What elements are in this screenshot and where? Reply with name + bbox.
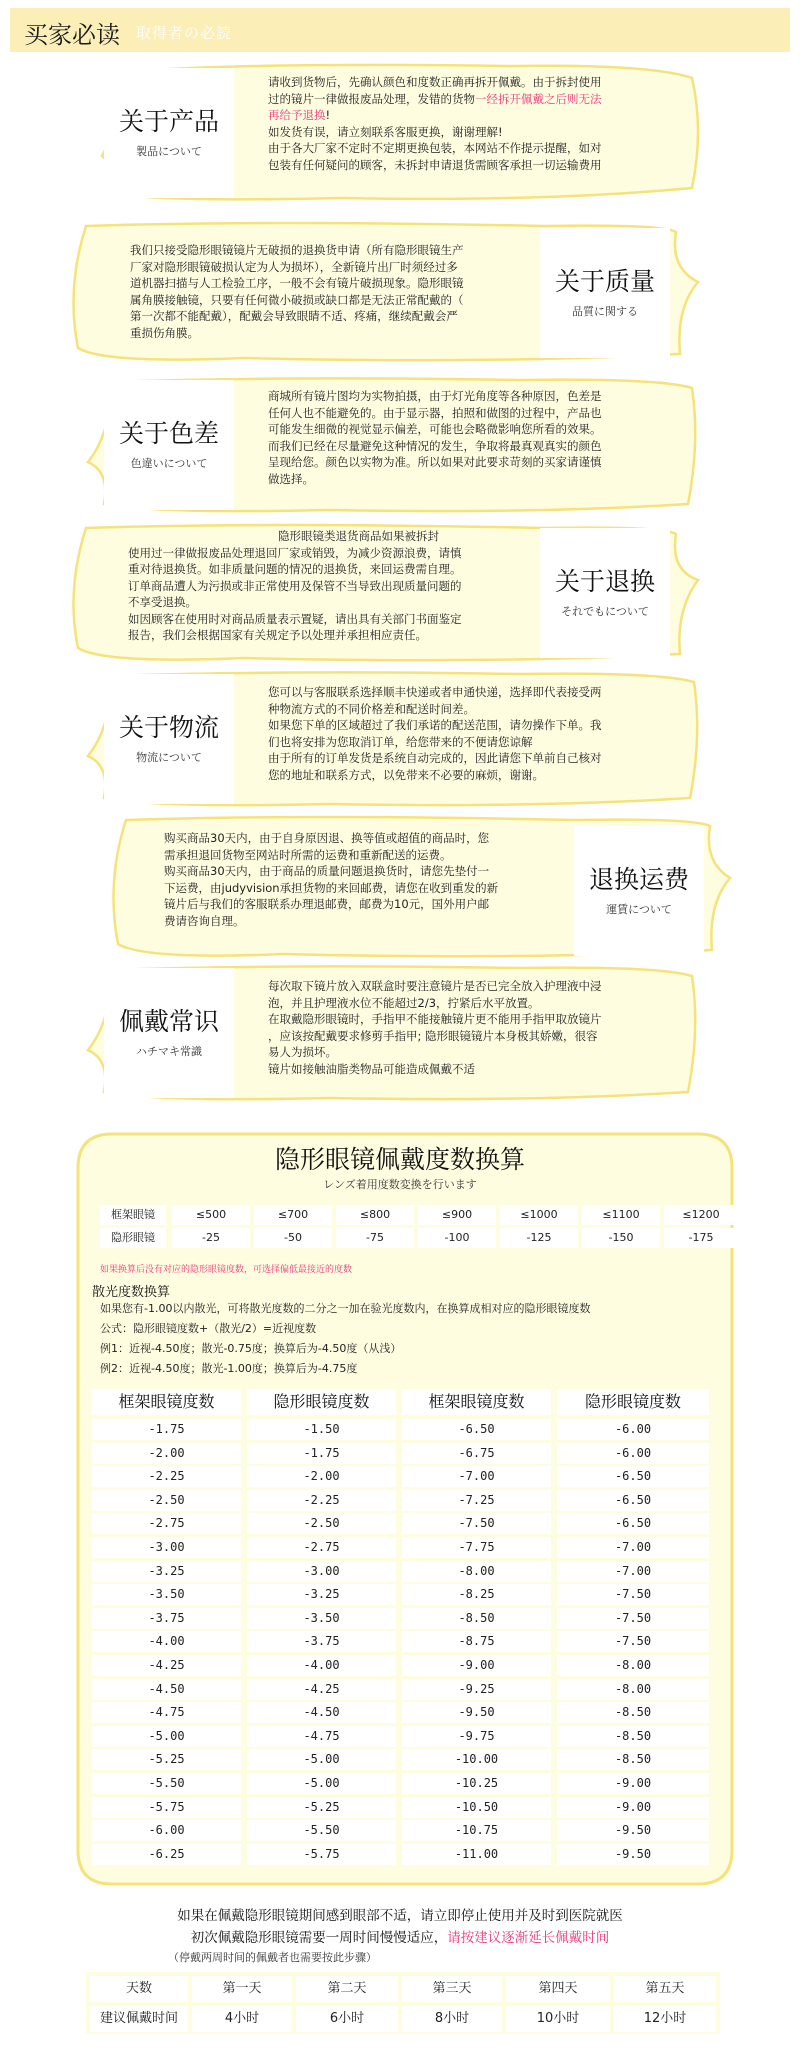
table-cell: -7.00 [402, 1466, 551, 1487]
header-bar [10, 8, 790, 52]
table-cell: -8.25 [402, 1584, 551, 1605]
table-cell: -10.50 [402, 1797, 551, 1818]
section-quality [64, 218, 710, 366]
table-cell: ≤1100 [582, 1205, 660, 1225]
table-cell: -4.50 [92, 1679, 241, 1700]
text-line: 们也将安排为您取消订单，给您带来的不便请您谅解 [268, 734, 533, 749]
section-label [574, 826, 704, 956]
section-text [268, 978, 688, 1077]
table-cell: -4.25 [247, 1679, 396, 1700]
table-cell: -4.75 [92, 1702, 241, 1723]
section-subheading: ハチマキ常識 [136, 1045, 202, 1058]
text-line: 道机器扫描与人工检验工序，一般不会有镜片破损现象。隐形眼镜 [130, 276, 464, 290]
text-line: 每次取下镜片放入双联盒时要注意镜片是否已完全放入护理液中浸 [268, 979, 602, 993]
table-cell: -7.50 [557, 1584, 709, 1605]
section-label [104, 380, 234, 510]
table-cell: -8.50 [402, 1608, 551, 1629]
text-line: 隐形眼镜类退货商品如果被拆封 [278, 529, 439, 543]
table-cell: -3.50 [92, 1584, 241, 1605]
astigmatism-example: 例2：近视-4.50度；散光-1.00度；换算后为-4.75度 [100, 1362, 358, 1375]
table-cell: -2.00 [247, 1466, 396, 1487]
table-cell: 12小时 [614, 2006, 716, 2032]
page-subtitle: 取得者の必読 [136, 24, 233, 42]
footer-advice [0, 1926, 800, 1946]
table-cell: ≤500 [172, 1205, 250, 1225]
conversion-note: 如果换算后没有对应的隐形眼镜度数，可选择偏低最接近的度数 [100, 1265, 353, 1275]
text-line: 易人为损坏。 [268, 1045, 337, 1059]
text-line: ，应该按配戴要求修剪手指甲; 隐形眼镜镜片本身极其娇嫩，很容 [268, 1028, 598, 1043]
column-header: 第三天 [402, 1976, 502, 2002]
table-cell: -7.75 [402, 1537, 551, 1558]
text-line: 下运费，由judyvision承担货物的来回邮费，请您在收到重发的新 [164, 880, 499, 895]
section-return [64, 520, 710, 666]
table-cell: -8.00 [402, 1561, 551, 1582]
text-line: 不享受退换。 [128, 595, 197, 609]
text-line: 购买商品30天内，由于商品的质量问题退换货时，请您先垫付一 [164, 864, 490, 878]
text-line: 我们只接受隐形眼镜镜片无破损的退换货申请（所有隐形眼镜生产 [130, 243, 464, 257]
table-cell: -11.00 [402, 1844, 551, 1865]
section-heading: 关于退换 [554, 567, 655, 596]
table-cell: -2.25 [247, 1490, 396, 1511]
text-line: 在取戴隐形眼镜时，手指甲不能接触镜片更不能用手指甲取放镜片 [268, 1012, 602, 1026]
table-cell: -7.50 [557, 1608, 709, 1629]
table-cell: -7.50 [557, 1631, 709, 1652]
column-header: 第一天 [192, 1976, 292, 2002]
table-cell: -8.50 [557, 1749, 709, 1770]
section-heading: 佩戴常识 [118, 1007, 219, 1036]
table-cell: -3.00 [247, 1561, 396, 1582]
table-cell: -2.50 [92, 1490, 241, 1511]
section-subheading: 物流について [136, 751, 202, 764]
table-cell: -8.50 [557, 1702, 709, 1723]
table-cell: ≤800 [336, 1205, 414, 1225]
text-line: 费请咨询自理。 [164, 913, 245, 928]
text-line: 如因顾客在使用时对商品质量表示置疑，请出具有关部门书面鉴定 [128, 611, 462, 626]
table-cell: -6.00 [557, 1419, 709, 1440]
footer-advice-text: 初次佩戴隐形眼镜需要一周时间慢慢适应， [190, 1930, 448, 1946]
row-label: 隐形眼镜 [100, 1228, 166, 1248]
table-cell: -125 [500, 1228, 578, 1248]
section-text [268, 388, 688, 487]
text-line: 您的地址和联系方式，以免带来不必要的麻烦，谢谢。 [268, 767, 544, 782]
table-cell: -2.00 [92, 1443, 241, 1464]
text-line: 可能发生细微的视觉显示偏差，可能也会略微影响您所看的效果。 [268, 422, 602, 436]
column-header: 第四天 [506, 1976, 610, 2002]
section-heading: 关于产品 [118, 107, 219, 136]
table-cell: -4.75 [247, 1726, 396, 1747]
section-subheading: 運賃について [606, 903, 672, 916]
table-cell: -4.00 [92, 1631, 241, 1652]
text-line: 购买商品30天内，由于自身原因退、换等值或超值的商品时，您 [164, 831, 490, 845]
astigmatism-formula: 公式：隐形眼镜度数+（散光/2）=近视度数 [100, 1322, 317, 1335]
footer-warning: 如果在佩戴隐形眼镜期间感到眼部不适，请立即停止使用并及时到医院就医 [177, 1908, 623, 1924]
table-cell: -1.50 [247, 1419, 396, 1440]
astigmatism-text: 如果您有-1.00以内散光，可将散光度数的二分之一加在验光度数内，在换算成相对应的隐形眼镜度数 [100, 1302, 591, 1315]
table-cell: -6.75 [402, 1443, 551, 1464]
table-cell: -4.00 [247, 1655, 396, 1676]
column-header: 框架眼镜度数 [402, 1389, 551, 1415]
table-cell: -6.00 [557, 1443, 709, 1464]
table-cell: -5.75 [92, 1797, 241, 1818]
table-cell: -3.25 [92, 1561, 241, 1582]
footer-advice-highlight: 请按建议逐渐延长佩戴时间 [447, 1930, 610, 1946]
text-line: 泡，并且护理液水位不能超过2/3，拧紧后水平放置。 [268, 995, 540, 1010]
highlight-text: 再给予退换 [268, 108, 326, 122]
section-subheading: 品質に関する [572, 305, 638, 318]
wearing-schedule-table [86, 1972, 720, 2034]
table-cell: -2.50 [247, 1513, 396, 1534]
table-cell: -6.00 [92, 1820, 241, 1841]
section-subheading: 製品について [136, 145, 202, 158]
table-cell: -10.25 [402, 1773, 551, 1794]
column-header: 隐形眼镜度数 [557, 1389, 709, 1415]
section-wearing-tips [80, 960, 706, 1106]
table-cell: 6小时 [296, 2006, 398, 2032]
text-line: 订单商品遭人为污损或非正常使用及保管不当导致出现质量问题的 [128, 578, 462, 593]
text-line [268, 91, 688, 108]
text-line: 重对待退换货。如非质量问题的情况的退换货，来回运费需自理。 [128, 562, 462, 576]
section-text [268, 684, 688, 783]
text-line: 您可以与客服联系选择顺丰快递或者申通快递，选择即代表接受两 [268, 685, 602, 699]
table-cell: ≤1000 [500, 1205, 578, 1225]
section-label [104, 68, 234, 198]
table-cell: 10小时 [506, 2006, 610, 2032]
column-header: 第五天 [614, 1976, 716, 2002]
table-cell: -10.75 [402, 1820, 551, 1841]
table-cell: -9.50 [557, 1820, 709, 1841]
footer-note: （停戴两周时间的佩戴者也需要按此步骤） [168, 1951, 377, 1964]
conversion-subtitle: レンズ着用度数変換を行います [323, 1178, 477, 1191]
table-cell: -6.50 [557, 1466, 709, 1487]
text-line: 做选择。 [268, 471, 314, 486]
table-cell: -8.00 [557, 1679, 709, 1700]
text-line: 属角膜接触镜，只要有任何微小破损或缺口都是无法正常配戴的（ [130, 292, 464, 307]
text-line: 呈现给您。颜色以实物为准。所以如果对此要求苛刻的买家请谨慎 [268, 455, 602, 469]
text-line: 请收到货物后，先确认颜色和度数正确再拆开佩戴。由于拆封使用 [268, 75, 602, 89]
text-line: 任何人也不能避免的。由于显示器，拍照和做图的过程中，产品也 [268, 405, 602, 420]
table-cell: -9.00 [402, 1655, 551, 1676]
astigmatism-title: 散光度数换算 [92, 1285, 171, 1300]
section-logistics [80, 666, 708, 812]
table-cell: -7.00 [557, 1537, 709, 1558]
section-heading: 关于物流 [118, 713, 219, 742]
table-cell: -75 [336, 1228, 414, 1248]
section-heading: 退换运费 [588, 865, 689, 894]
table-cell: -1.75 [92, 1419, 241, 1440]
section-label [540, 528, 670, 658]
table-cell: -150 [582, 1228, 660, 1248]
text-line: 报告，我们会根据国家有关规定予以处理并承担相应责任。 [128, 628, 427, 642]
section-subheading: 色違いについて [130, 457, 208, 470]
text-line: 镜片如接触油脂类物品可能造成佩戴不适 [268, 1061, 475, 1076]
table-cell: -9.00 [557, 1797, 709, 1818]
table-cell: 4小时 [192, 2006, 292, 2032]
column-header: 框架眼镜度数 [92, 1389, 241, 1415]
text-line: 商城所有镜片图均为实物拍摄，由于灯光角度等各种原因，色差是 [268, 389, 602, 403]
table-cell: -2.25 [92, 1466, 241, 1487]
section-text [164, 830, 574, 929]
table-cell: -1.75 [247, 1443, 396, 1464]
table-cell: -5.25 [247, 1797, 396, 1818]
table-cell: -4.50 [247, 1702, 396, 1723]
text-line: 重损伤角膜。 [130, 325, 199, 340]
highlight-text: 一经拆开佩戴之后则无法 [475, 91, 602, 106]
column-header: 隐形眼镜度数 [247, 1389, 396, 1415]
table-cell: -6.25 [92, 1844, 241, 1865]
section-text [268, 74, 688, 173]
section-subheading: それでもについて [561, 605, 649, 618]
section-heading: 关于色差 [118, 419, 219, 448]
table-cell: -3.25 [247, 1584, 396, 1605]
astigmatism-example: 例1：近视-4.50度；散光-0.75度；换算后为-4.50度（从浅） [100, 1342, 402, 1355]
text-line: 由于各大厂家不定时不定期更换包装，本网站不作提示提醒，如对 [268, 141, 602, 155]
table-cell: -6.50 [557, 1513, 709, 1534]
table-cell: -8.75 [402, 1631, 551, 1652]
table-cell: -4.25 [92, 1655, 241, 1676]
text-line: 需承担退回货物至网站时所需的运费和重新配送的运费。 [164, 847, 452, 862]
table-cell: -5.75 [247, 1844, 396, 1865]
section-label [540, 228, 670, 358]
table-cell: -5.00 [247, 1773, 396, 1794]
text-line: 镜片后与我们的客服联系办理退邮费，邮费为10元，国外用户邮 [164, 897, 490, 911]
table-cell: -25 [172, 1228, 250, 1248]
text-line: 由于所有的订单发货是系统自动完成的，因此请您下单前自己核对 [268, 751, 602, 765]
section-product [92, 60, 706, 206]
conversion-title: 隐形眼镜佩戴度数换算 [274, 1145, 525, 1174]
table-cell: -5.00 [92, 1726, 241, 1747]
text-line [268, 107, 688, 124]
table-cell: -6.50 [557, 1490, 709, 1511]
table-cell: -5.00 [247, 1749, 396, 1770]
table-cell: -9.50 [557, 1844, 709, 1865]
text-line: 种物流方式的不同价格差和配送时间差。 [268, 701, 475, 716]
table-cell: ≤700 [254, 1205, 332, 1225]
table-cell: -5.50 [92, 1773, 241, 1794]
text-line: 而我们已经在尽量避免这种情况的发生，争取将最真观真实的颜色 [268, 438, 602, 453]
table-cell: -10.00 [402, 1749, 551, 1770]
table-cell: -3.00 [92, 1537, 241, 1558]
table-cell: -3.75 [92, 1608, 241, 1629]
table-cell: -5.25 [92, 1749, 241, 1770]
table-cell: 建议佩戴时间 [90, 2006, 188, 2032]
section-color [80, 372, 706, 518]
text-line: 如发货有误，请立刻联系客服更换，谢谢理解! [268, 124, 503, 139]
page-title: 买家必读 [24, 21, 120, 49]
table-cell: -100 [418, 1228, 496, 1248]
section-heading: 关于质量 [554, 267, 655, 296]
section-text [128, 528, 548, 644]
table-cell: -3.75 [247, 1631, 396, 1652]
table-cell: -9.25 [402, 1679, 551, 1700]
table-cell: -9.00 [557, 1773, 709, 1794]
text-line: 包装有任何疑问的顾客，未拆封申请退货需顾客承担一切运输费用 [268, 157, 602, 172]
table-cell: -8.00 [557, 1655, 709, 1676]
table-cell: -2.75 [247, 1537, 396, 1558]
table-cell: -9.50 [402, 1702, 551, 1723]
section-text [130, 242, 540, 341]
text-span: 过的镜片一律做报废品处理，发错的货物 [268, 91, 475, 106]
text-line: 使用过一律做报废品处理退回厂家或销毁，为减少资源浪费，请慎 [128, 545, 462, 560]
table-cell: -175 [664, 1228, 738, 1248]
table-cell: -8.50 [557, 1726, 709, 1747]
section-label [104, 674, 234, 804]
table-cell: -50 [254, 1228, 332, 1248]
table-cell: -7.00 [557, 1561, 709, 1582]
table-cell: -3.50 [247, 1608, 396, 1629]
table-cell: -9.75 [402, 1726, 551, 1747]
table-cell: -2.75 [92, 1513, 241, 1534]
table-cell: -7.25 [402, 1490, 551, 1511]
text-line: 第一次都不能配戴），配戴会导致眼睛不适、疼痛，继续配戴会严 [130, 309, 458, 323]
row-label: 框架眼镜 [100, 1205, 166, 1225]
text-line: 厂家对隐形眼镜破损认定为人为损坏），全新镜片出厂时须经过多 [130, 259, 458, 274]
section-label [104, 968, 234, 1098]
section-shipping-fee [104, 812, 736, 962]
table-cell: ≤1200 [664, 1205, 738, 1225]
table-cell: -5.50 [247, 1820, 396, 1841]
table-cell: 8小时 [402, 2006, 502, 2032]
text-span: ! [325, 108, 331, 122]
text-line: 如果您下单的区域超过了我们承诺的配送范围，请勿操作下单。我 [268, 718, 602, 732]
column-header: 天数 [90, 1976, 188, 2002]
column-header: 第二天 [296, 1976, 398, 2002]
table-cell: -6.50 [402, 1419, 551, 1440]
table-cell: ≤900 [418, 1205, 496, 1225]
table-cell: -7.50 [402, 1513, 551, 1534]
